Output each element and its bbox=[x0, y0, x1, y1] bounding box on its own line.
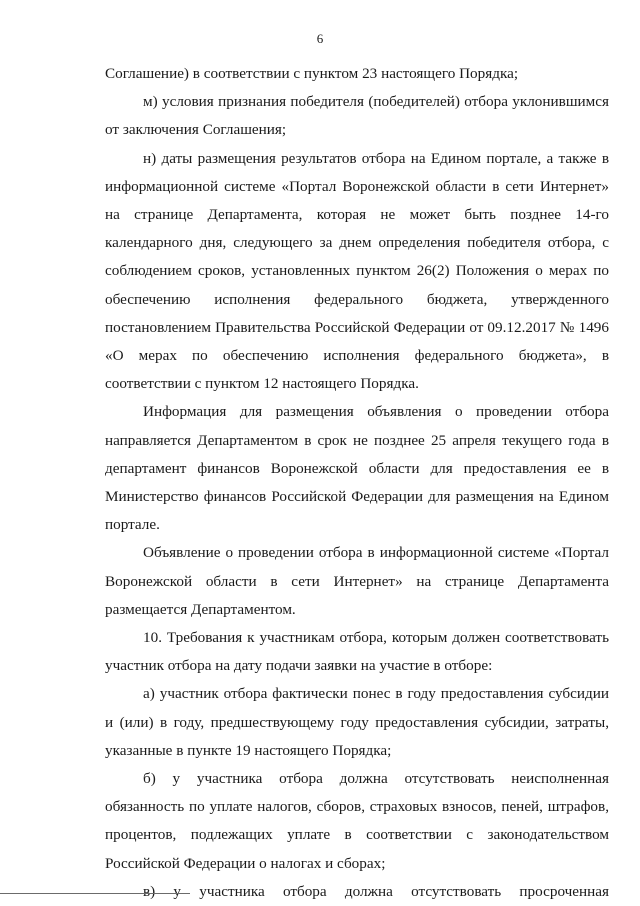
paragraph-item-b: б) у участника отбора должна отсутствовать неисполненная обязанность по уплате налогов, сборов, страховых взносов, пеней, штрафов, процентов, подлежащих уплате в соответствии с законодательством Российской Федерации о налогах и сборах; bbox=[105, 770, 609, 872]
paragraph-continuation: Соглашение) в соответствии с пунктом 23 настоящего Порядка; bbox=[105, 65, 519, 82]
document-body bbox=[105, 60, 609, 906]
paragraph-info-submission: Информация для размещения объявления о проведении отбора направляется Департаментом в срок не позднее 25 апреля текущего года в департамент финансов Воронежской области для предоставления ее в Министерство финансов Российской Федерации для размещения на Едином портале. bbox=[105, 403, 609, 534]
paragraph-item-n: н) даты размещения результатов отбора на Едином портале, а также в информационной системе «Портал Воронежской области в сети Интернет» на странице Департамента, которая не может быть позднее 14-го календарного дня, следующего за днем определения победителя отбора, с соблюдением сроков, установленных пунктом 26(2) Положения о мерах по обеспечению исполнения федерального бюджета, утвержденного постановлением Правительства Российской Федерации от 09.12.2017 № 1496 «О мерах по обеспечению исполнения федерального бюджета», в соответствии с пунктом 12 настоящего Порядка. bbox=[105, 149, 609, 393]
paragraph-section-10: 10. Требования к участникам отбора, которым должен соответствовать участник отбора на дату подачи заявки на участие в отборе: bbox=[105, 629, 609, 675]
paragraph-item-a: а) участник отбора фактически понес в году предоставления субсидии и (или) в году, предшествующему году предоставления субсидии, затраты, указанные в пункте 19 настоящего Порядка; bbox=[105, 685, 609, 759]
footer-rule bbox=[0, 893, 190, 894]
paragraph-item-m: м) условия признания победителя (победителей) отбора уклонившимся от заключения Соглашения; bbox=[105, 93, 609, 139]
page-number: 6 bbox=[316, 31, 324, 46]
paragraph-item-v: в) у участника отбора должна отсутствовать просроченная bbox=[143, 882, 609, 900]
paragraph-announcement: Объявление о проведении отбора в информационной системе «Портал Воронежской области в сети Интернет» на странице Департамента размещается Департаментом. bbox=[105, 544, 609, 618]
